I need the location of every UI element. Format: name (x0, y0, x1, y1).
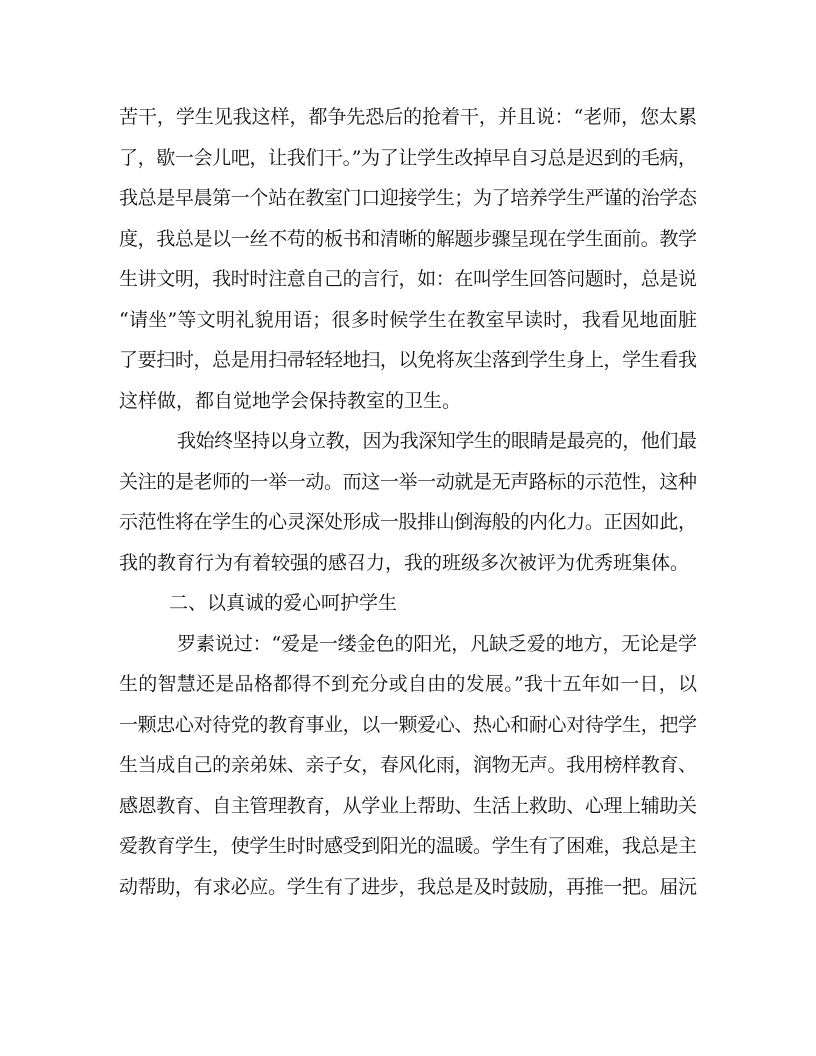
section-heading: 二、以真诚的爱心呵护学生 (169, 592, 398, 614)
text-line: 这样做，都自觉地学会保持教室的卫生。 (119, 389, 462, 412)
text-line: 生当成自己的亲弟妹、亲子女，春风化雨，润物无声。我用榜样教育、 (119, 754, 697, 776)
document-body (119, 97, 697, 907)
text-line: 了，歇一会儿吧，让我们干。”为了让学生改掉早自习总是迟到的毛病， (119, 146, 697, 169)
paragraph (119, 624, 697, 908)
text-line: 苦干，学生见我这样，都争先恐后的抢着干，并且说：“老师，您太累 (119, 106, 697, 128)
text-line: 生的智慧还是品格都得不到充分或自由的发展。”我十五年如一日，以 (119, 673, 698, 695)
text-line: 动帮助，有求必应。学生有了进步，我总是及时鼓励，再推一把。届沅 (119, 875, 697, 898)
text-line: 我的教育行为有着较强的感召力，我的班级多次被评为优秀班集体。 (119, 551, 690, 574)
paragraph (119, 421, 697, 583)
text-line: 生讲文明，我时时注意自己的言行，如：在叫学生回答问题时，总是说 (119, 268, 697, 290)
text-line: 罗素说过：“爱是一缕金色的阳光，凡缺乏爱的地方，无论是学 (177, 632, 697, 655)
text-line: 示范性将在学生的心灵深处形成一股排山倒海般的内化力。正因如此， (119, 511, 697, 533)
text-line: 了要扫时，总是用扫帚轻轻地扫，以免将灰尘落到学生身上，学生看我 (119, 349, 697, 371)
text-line: 我总是早晨第一个站在教室门口迎接学生；为了培养学生严谨的治学态 (119, 187, 697, 209)
text-line: “请坐”等文明礼貌用语；很多时候学生在教室早读时，我看见地面脏 (119, 308, 698, 331)
text-line: 感恩教育、自主管理教育，从学业上帮助、生活上救助、心理上辅助关 (119, 794, 697, 817)
text-line: 我始终坚持以身立教，因为我深知学生的眼睛是最亮的，他们最 (177, 430, 697, 452)
paragraph (119, 97, 697, 421)
text-line: 爱教育学生，使学生时时感受到阳光的温暖。学生有了困难，我总是主 (119, 835, 697, 857)
text-line: 一颗忠心对待党的教育事业，以一颗爱心、热心和耐心对待学生，把学 (119, 713, 697, 736)
text-line: 关注的是老师的一举一动。而这一举一动就是无声路标的示范性，这种 (119, 470, 697, 493)
text-line: 度，我总是以一丝不苟的板书和清晰的解题步骤呈现在学生面前。教学 (119, 227, 697, 250)
